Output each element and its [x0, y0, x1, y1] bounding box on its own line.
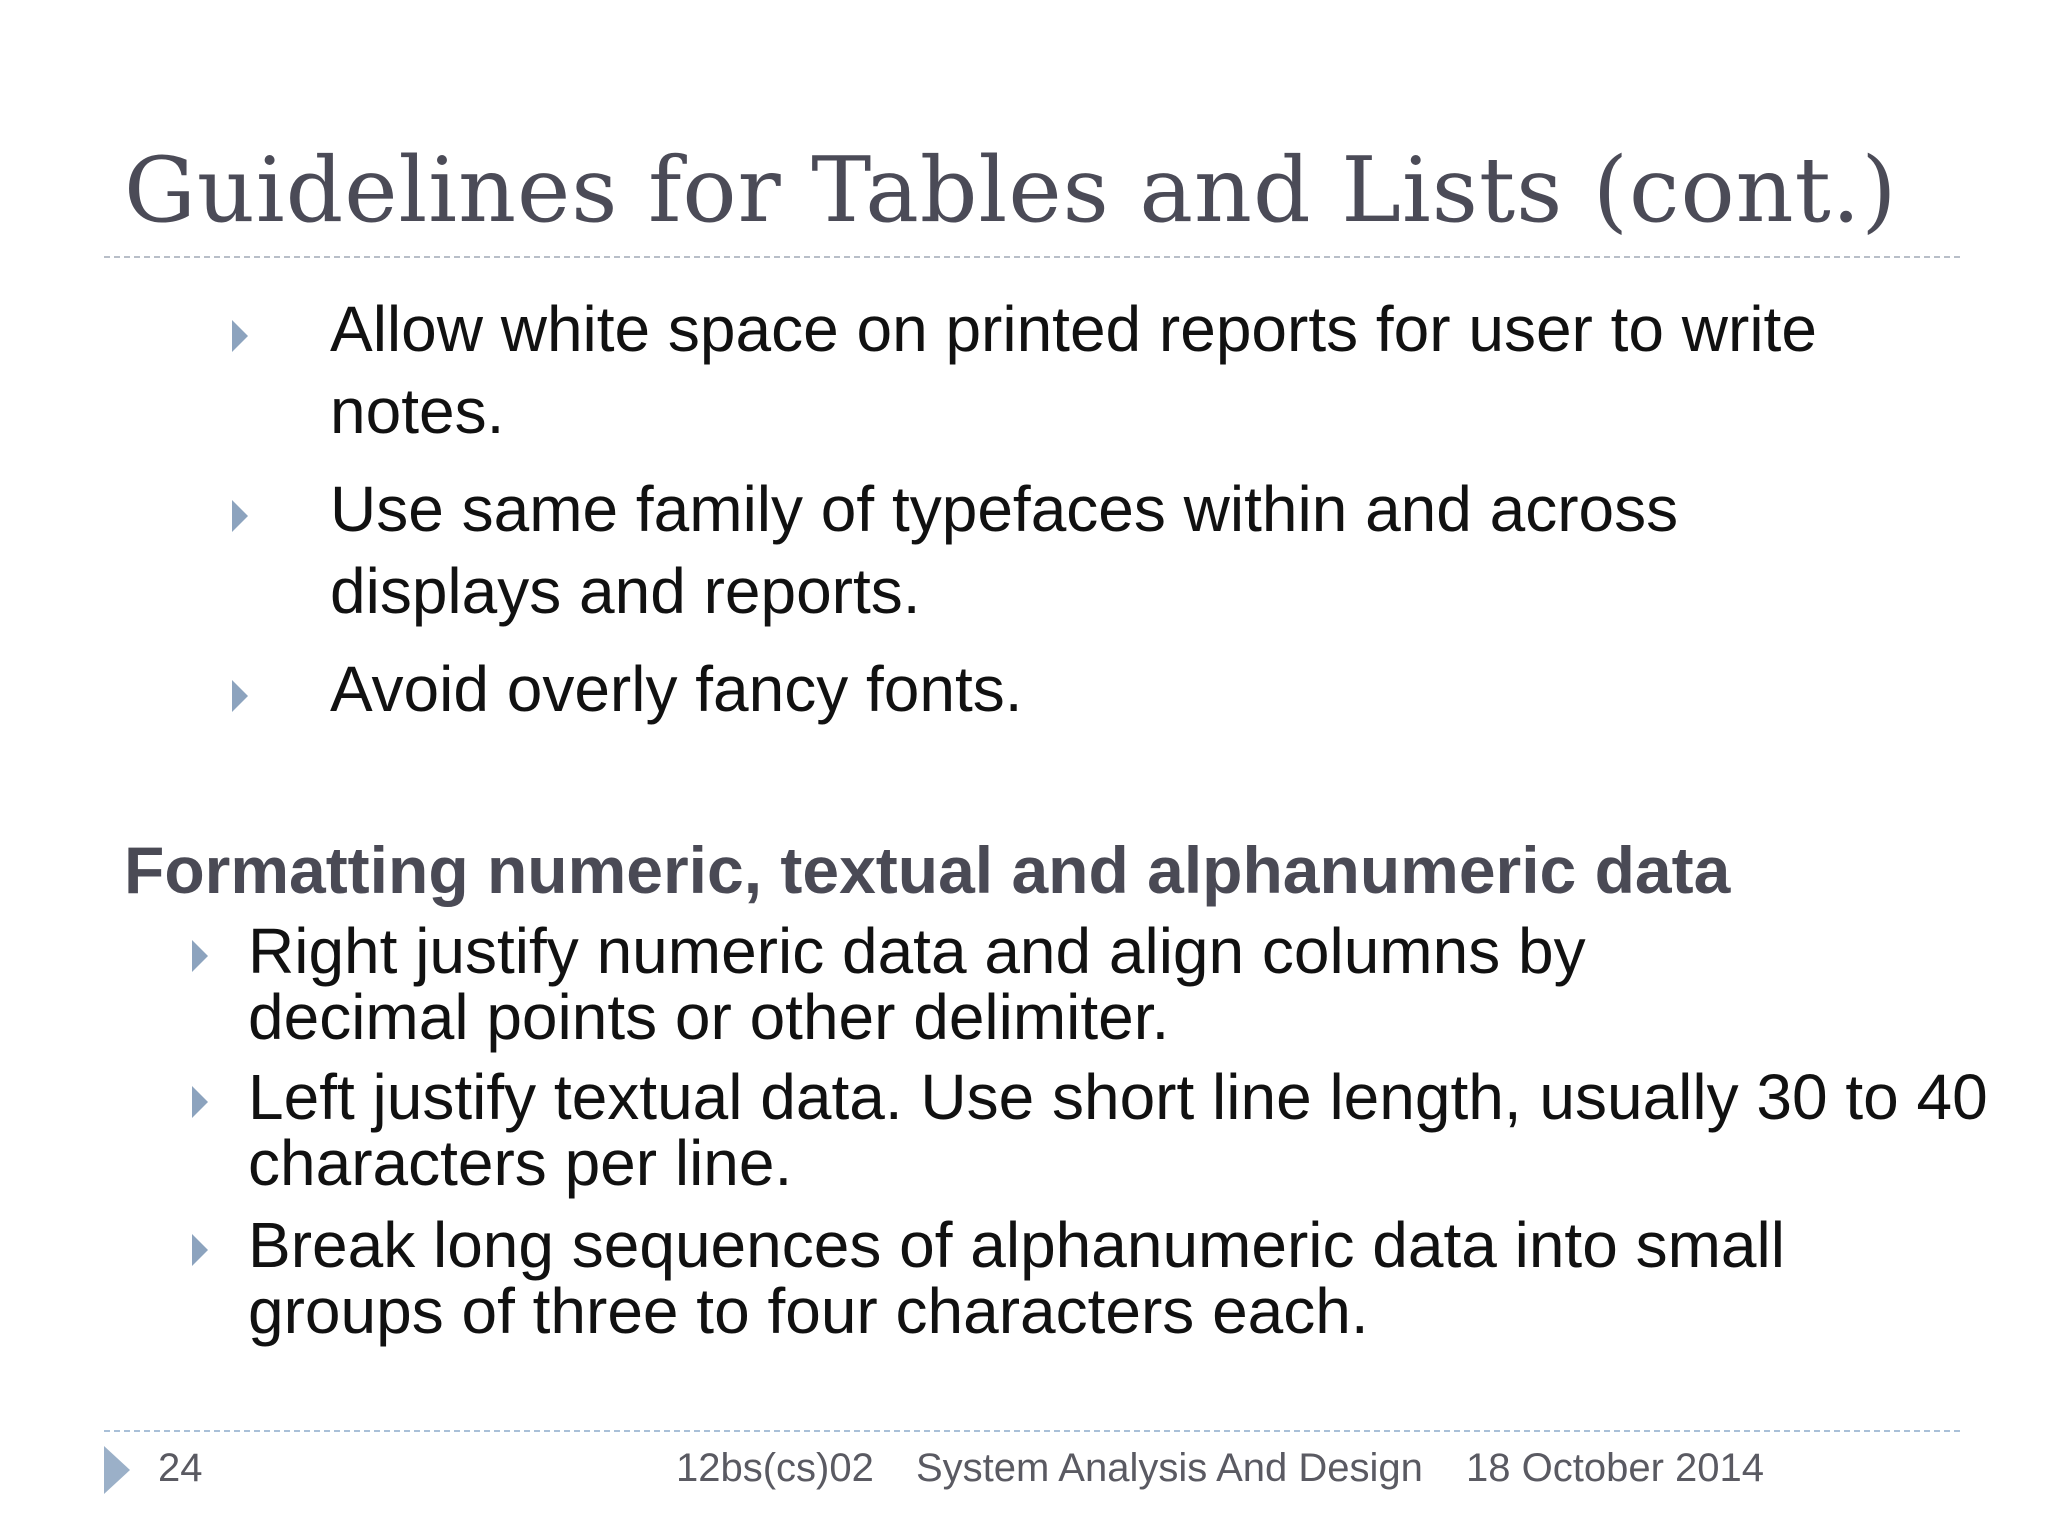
page-number: 24 [158, 1446, 203, 1490]
course-name: System Analysis And Design [916, 1446, 1423, 1490]
footer-date: 18 October 2014 [1466, 1446, 1764, 1490]
bullet-text: Left justify textual data. Use short line length, usually 30 to 40 characters per line. [248, 1061, 1988, 1199]
section-heading: Formatting numeric, textual and alphanumeric data [124, 833, 1731, 907]
bullet-arrow-icon [232, 500, 248, 532]
bullet-arrow-icon [192, 1086, 208, 1118]
bullet-text: Right justify numeric data and align columns by decimal points or other delimiter. [248, 915, 1586, 1053]
bullet-arrow-icon [192, 1234, 208, 1266]
bullet-text: Use same family of typefaces within and across displays and reports. [330, 473, 1679, 627]
bullet-text: Allow white space on printed reports for user to write notes. [330, 293, 1817, 447]
bullet-arrow-icon [192, 940, 208, 972]
slide-title: Guidelines for Tables and Lists (cont.) [124, 138, 1898, 243]
bullet-text: Break long sequences of alphanumeric data into small groups of three to four characters each. [248, 1209, 1785, 1347]
bullet-arrow-icon [232, 320, 248, 352]
footer-triangle-icon [104, 1446, 130, 1494]
bullet-arrow-icon [232, 680, 248, 712]
bullet-text: Avoid overly fancy fonts. [330, 653, 1023, 725]
title-divider [104, 256, 1960, 258]
footer-divider [104, 1430, 1960, 1432]
course-code: 12bs(cs)02 [676, 1446, 874, 1490]
